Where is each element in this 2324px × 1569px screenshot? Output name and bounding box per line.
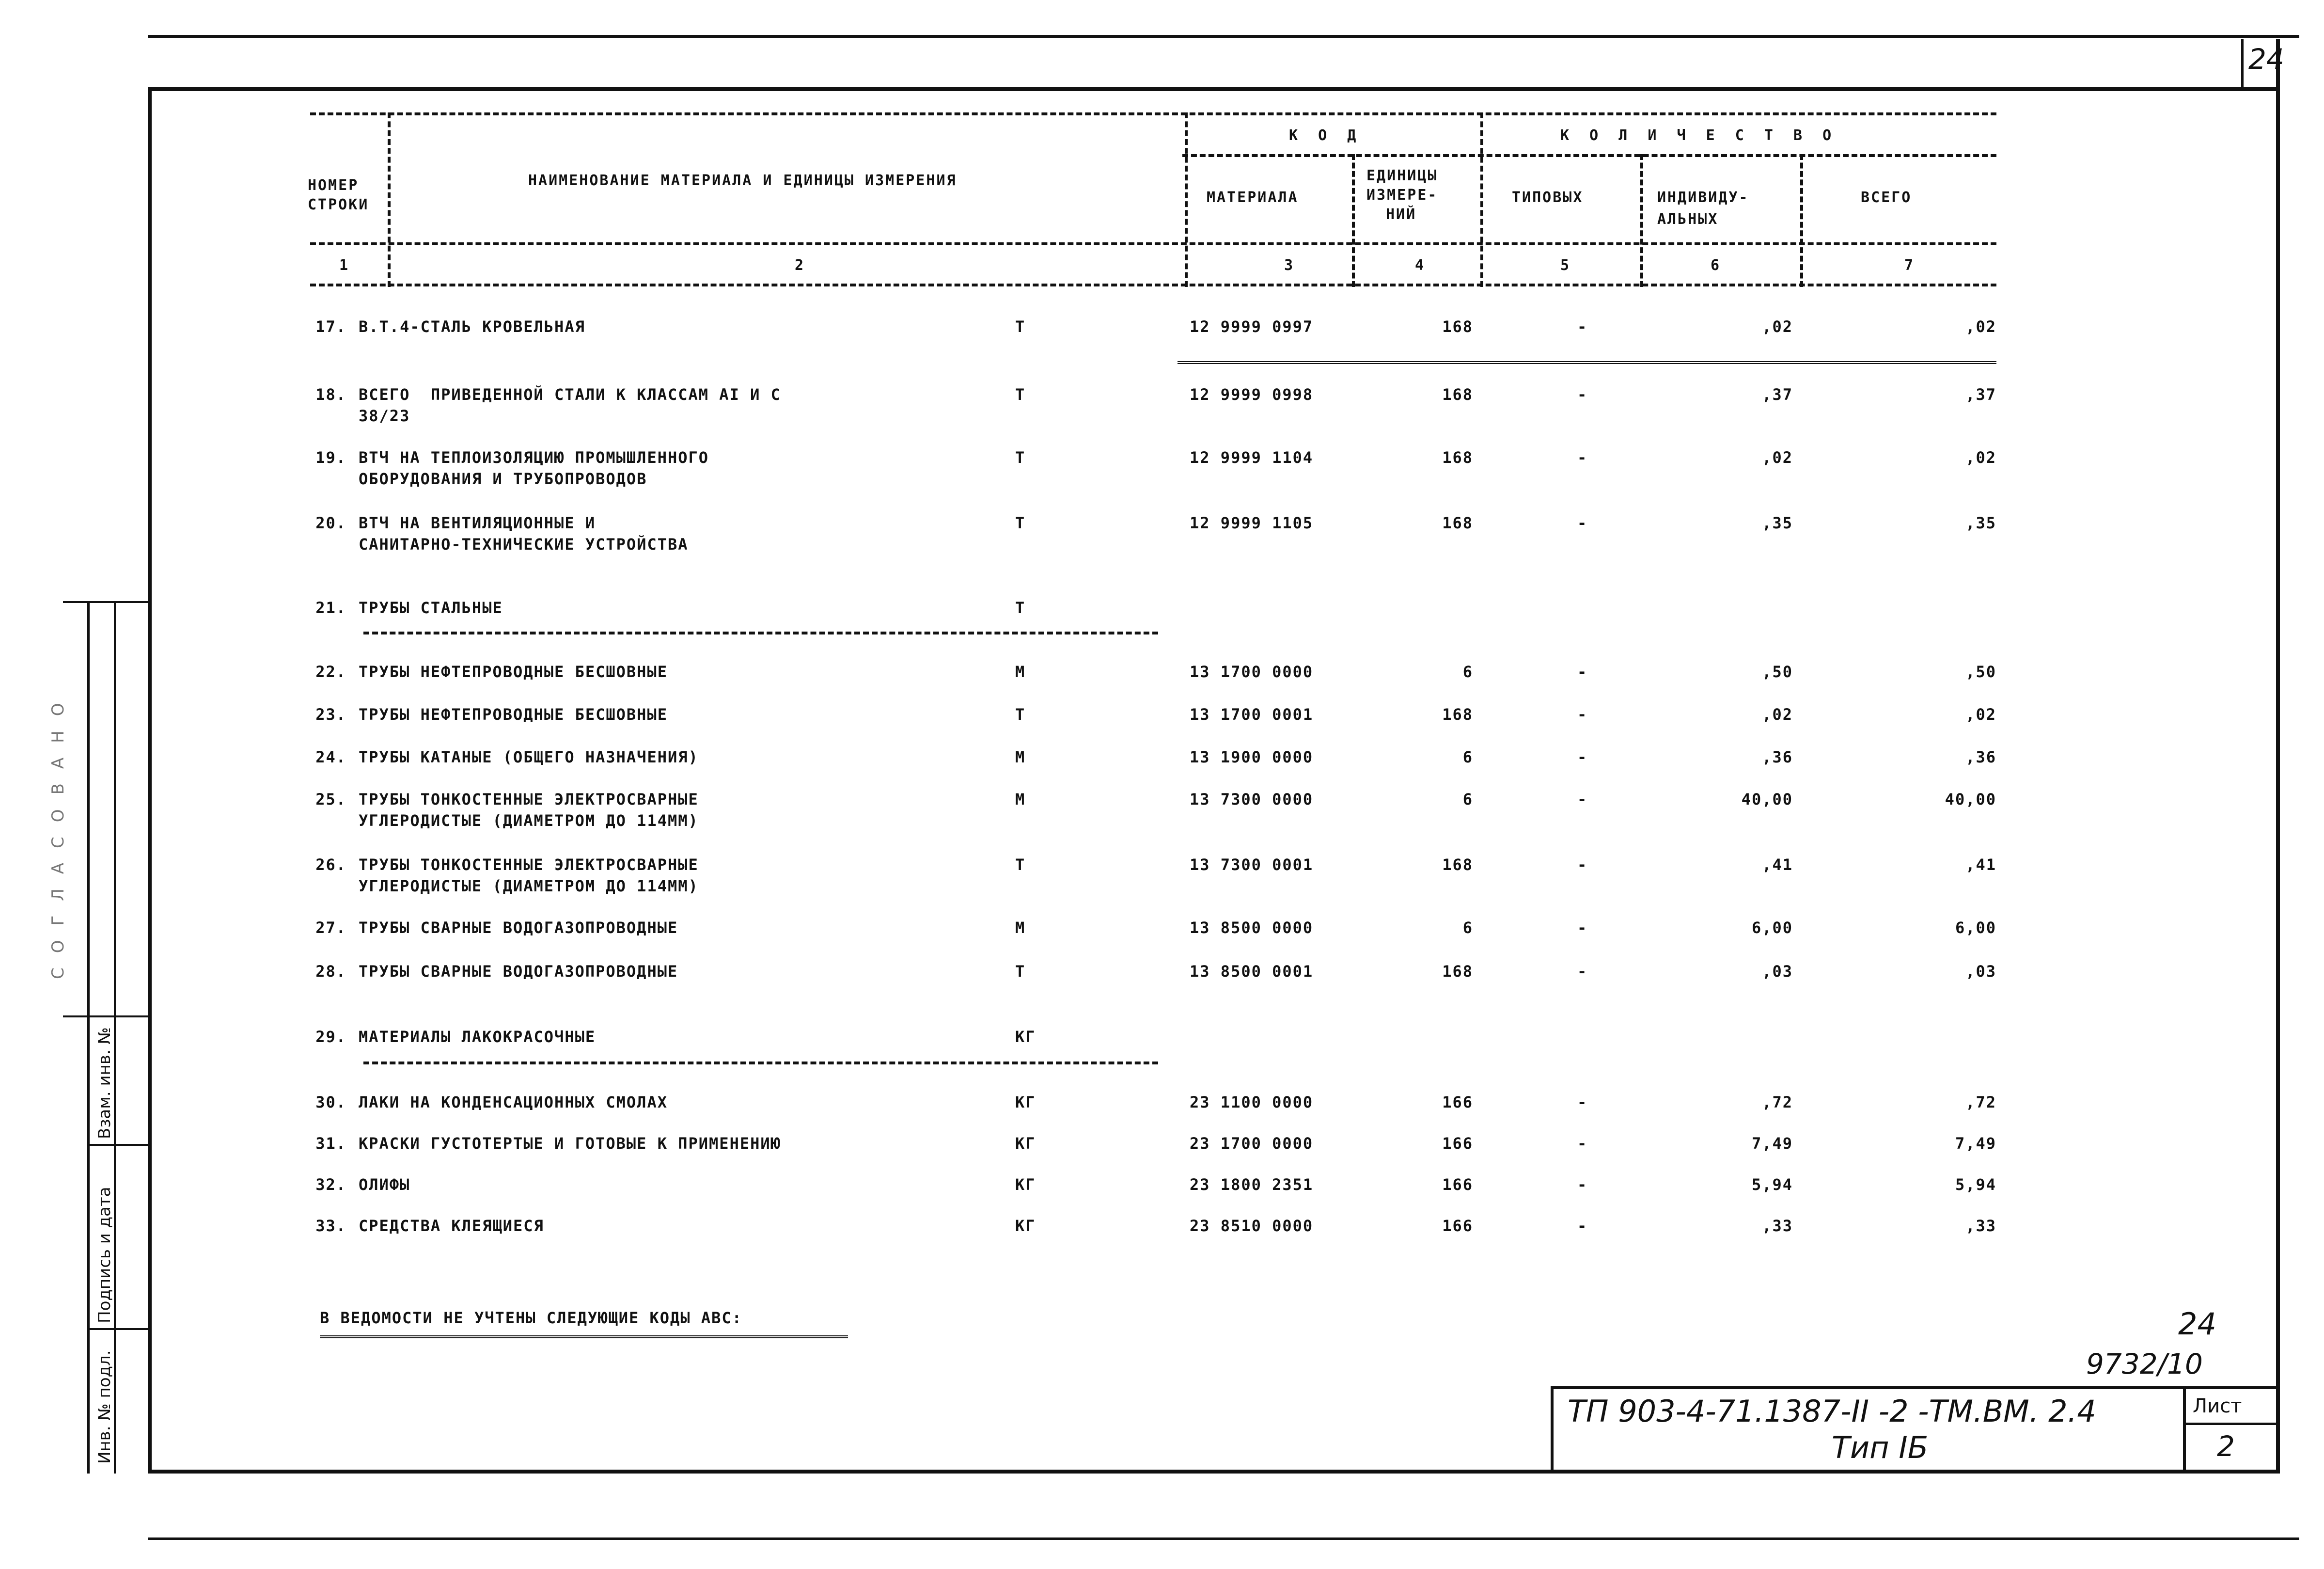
row-name: ВСЕГО ПРИВЕДЕННОЙ СТАЛИ К КЛАССАМ АI И С [359, 385, 781, 404]
row-typical-qty: - [1577, 448, 1588, 467]
row-unit-code: 6 [1462, 919, 1473, 937]
row-material-code: 23 1700 0000 [1190, 1134, 1314, 1153]
row-name: ТРУБЫ ТОНКОСТЕННЫЕ ЭЛЕКТРОСВАРНЫЕ [359, 856, 699, 874]
row-unit: КГ [1015, 1175, 1036, 1194]
row-number: 24. [315, 748, 346, 766]
row-total-qty: ,72 [1965, 1093, 1996, 1111]
row-total-qty: ,41 [1965, 856, 1996, 874]
sheet-label: Лист [2193, 1395, 2242, 1417]
header-code-material: МАТЕРИАЛА [1207, 189, 1299, 206]
row-name: КРАСКИ ГУСТОТЕРТЫЕ И ГОТОВЫЕ К ПРИМЕНЕНИЮ [359, 1134, 781, 1153]
row-total-qty: ,02 [1965, 317, 1996, 336]
row-unit: Т [1015, 514, 1026, 532]
row-material-code: 13 7300 0000 [1190, 790, 1314, 808]
row-name: ВТЧ НА ВЕНТИЛЯЦИОННЫЕ И [359, 514, 596, 532]
colnum-1: 1 [339, 257, 350, 274]
row-unit-code: 166 [1442, 1134, 1473, 1153]
row-unit: КГ [1015, 1134, 1036, 1153]
row-typical-qty: - [1577, 385, 1588, 404]
row-total-qty: 7,49 [1955, 1134, 1996, 1153]
row-typical-qty: - [1577, 919, 1588, 937]
row-unit-code: 6 [1462, 663, 1473, 681]
row-unit-code: 168 [1442, 385, 1473, 404]
row-total-qty: 40,00 [1945, 790, 1996, 808]
row-material-code: 13 1700 0000 [1190, 663, 1314, 681]
row-unit: М [1015, 790, 1026, 808]
row-name: В.Т.4-СТАЛЬ КРОВЕЛЬНАЯ [359, 317, 585, 336]
sheet-value: 2 [2217, 1430, 2235, 1463]
handwritten-code: 9732/10 [2086, 1347, 2203, 1380]
side-stamp-div3 [63, 1015, 150, 1017]
row-unit-code: 6 [1462, 790, 1473, 808]
row-typical-qty: - [1577, 856, 1588, 874]
side-stamp-col3: Взам. инв. № [95, 1027, 114, 1139]
row-individual-qty: ,36 [1762, 748, 1793, 766]
row-unit-code: 168 [1442, 962, 1473, 981]
header-qty-individual-2: АЛЬНЫХ [1657, 211, 1719, 228]
row-total-qty: 5,94 [1955, 1175, 1996, 1194]
colnum-3: 3 [1284, 257, 1295, 274]
row-total-qty: ,37 [1965, 385, 1996, 404]
row-number: 19. [315, 448, 346, 467]
row-individual-qty: ,35 [1762, 514, 1793, 532]
row-typical-qty: - [1577, 705, 1588, 724]
side-stamp-col2: Подпись и дата [95, 1187, 114, 1323]
row-name-continued: УГЛЕРОДИСТЫЕ (ДИАМЕТРОМ ДО 114ММ) [359, 877, 699, 895]
row-name: ЛАКИ НА КОНДЕНСАЦИОННЫХ СМОЛАХ [359, 1093, 668, 1111]
row-typical-qty: - [1577, 1175, 1588, 1194]
row-typical-qty: - [1577, 514, 1588, 532]
header-code-unit-2: ИЗМЕРЕ- [1366, 187, 1438, 204]
row-typical-qty: - [1577, 317, 1588, 336]
colnum-5: 5 [1560, 257, 1571, 274]
row-unit-code: 168 [1442, 317, 1473, 336]
row-unit-code: 168 [1442, 856, 1473, 874]
row-name: ТРУБЫ НЕФТЕПРОВОДНЫЕ БЕСШОВНЫЕ [359, 663, 668, 681]
row-individual-qty: 7,49 [1751, 1134, 1793, 1153]
header-code-unit-3: НИЙ [1386, 206, 1417, 223]
row-number: 33. [315, 1217, 346, 1235]
row-name: СРЕДСТВА КЛЕЯЩИЕСЯ [359, 1217, 544, 1235]
row-number: 18. [315, 385, 346, 404]
vrule-4 [1480, 112, 1483, 287]
row-number: 23. [315, 705, 346, 724]
handwritten-number: 24 [2178, 1306, 2216, 1342]
title-block-sheet-mid [2183, 1423, 2277, 1425]
row-name: ОЛИФЫ [359, 1175, 410, 1194]
frame-top [148, 87, 2280, 91]
row-typical-qty: - [1577, 1217, 1588, 1235]
title-block-left [1551, 1386, 1554, 1474]
row-unit-code: 6 [1462, 748, 1473, 766]
row-total-qty: ,02 [1965, 705, 1996, 724]
row-total-qty: ,02 [1965, 448, 1996, 467]
sheet-number-top: 24 [2248, 43, 2284, 76]
row-material-code: 23 8510 0000 [1190, 1217, 1314, 1235]
header-qty-individual-1: ИНДИВИДУ- [1657, 189, 1749, 206]
colnum-bottom-rule [310, 284, 1996, 286]
row-unit-code: 168 [1442, 448, 1473, 467]
row-name-continued: 38/23 [359, 407, 410, 425]
row-name: МАТЕРИАЛЫ ЛАКОКРАСОЧНЫЕ [359, 1028, 596, 1046]
row-unit: Т [1015, 962, 1026, 981]
header-row-number-1: НОМЕР [308, 177, 359, 194]
row-typical-qty: - [1577, 1134, 1588, 1153]
top-border-line [148, 35, 2299, 38]
colnum-4: 4 [1415, 257, 1426, 274]
footer-note: В ВЕДОМОСТИ НЕ УЧТЕНЫ СЛЕДУЮЩИЕ КОДЫ АВС: [320, 1309, 742, 1327]
side-stamp-top-faint: СОГЛАСОВАНО [48, 688, 68, 979]
row-unit: Т [1015, 385, 1026, 404]
row-unit-code: 168 [1442, 514, 1473, 532]
row-individual-qty: ,02 [1762, 705, 1793, 724]
row-number: 17. [315, 317, 346, 336]
row-typical-qty: - [1577, 962, 1588, 981]
row-material-code: 13 1900 0000 [1190, 748, 1314, 766]
header-top-rule [310, 112, 1996, 115]
row-number: 31. [315, 1134, 346, 1153]
vrule-3 [1352, 154, 1355, 287]
total-separator-rule [1178, 361, 1996, 364]
row-number: 20. [315, 514, 346, 532]
row-material-code: 13 1700 0001 [1190, 705, 1314, 724]
row-total-qty: ,33 [1965, 1217, 1996, 1235]
row-name-continued: САНИТАРНО-ТЕХНИЧЕСКИЕ УСТРОЙСТВА [359, 535, 689, 554]
row-number: 29. [315, 1028, 346, 1046]
row-individual-qty: ,41 [1762, 856, 1793, 874]
row-name: ТРУБЫ НЕФТЕПРОВОДНЫЕ БЕСШОВНЫЕ [359, 705, 668, 724]
row-unit-code: 166 [1442, 1093, 1473, 1111]
side-stamp-top [63, 601, 150, 603]
row-material-code: 12 9999 0997 [1190, 317, 1314, 336]
row-unit: М [1015, 748, 1026, 766]
row-number: 28. [315, 962, 346, 981]
row-individual-qty: ,72 [1762, 1093, 1793, 1111]
row-unit: КГ [1015, 1093, 1036, 1111]
side-stamp-right [148, 601, 151, 1474]
row-typical-qty: - [1577, 790, 1588, 808]
designation-line-2: Тип IБ [1832, 1430, 1929, 1465]
row-unit: КГ [1015, 1028, 1036, 1046]
title-block-top [1551, 1386, 2277, 1389]
vrule-5 [1640, 154, 1643, 287]
frame-bottom [148, 1470, 2280, 1474]
row-number: 32. [315, 1175, 346, 1194]
header-bottom-rule [310, 242, 1996, 245]
row-unit: М [1015, 919, 1026, 937]
colnum-2: 2 [795, 257, 805, 274]
row-number: 22. [315, 663, 346, 681]
row-name: ТРУБЫ СВАРНЫЕ ВОДОГАЗОПРОВОДНЫЕ [359, 919, 678, 937]
row-total-qty: ,36 [1965, 748, 1996, 766]
side-stamp-col1: Инв. № подл. [95, 1350, 114, 1464]
row-total-qty: ,03 [1965, 962, 1996, 981]
colnum-6: 6 [1711, 257, 1721, 274]
row-individual-qty: 5,94 [1751, 1175, 1793, 1194]
header-name: НАИМЕНОВАНИЕ МАТЕРИАЛА И ЕДИНИЦЫ ИЗМЕРЕНИЯ [528, 172, 957, 189]
paints-group-rule [363, 1062, 1158, 1064]
row-unit: КГ [1015, 1217, 1036, 1235]
row-number: 21. [315, 599, 346, 617]
row-individual-qty: ,02 [1762, 317, 1793, 336]
row-unit: Т [1015, 317, 1026, 336]
side-stamp-div2 [87, 1328, 150, 1330]
header-code-unit-1: ЕДИНИЦЫ [1366, 167, 1438, 184]
header-mid-rule [1182, 154, 1996, 157]
sheet-box-left [2241, 39, 2244, 87]
row-number: 27. [315, 919, 346, 937]
row-material-code: 12 9999 1105 [1190, 514, 1314, 532]
row-material-code: 13 8500 0000 [1190, 919, 1314, 937]
row-unit: Т [1015, 599, 1026, 617]
header-qty-total: ВСЕГО [1861, 189, 1912, 206]
row-individual-qty: 40,00 [1741, 790, 1793, 808]
row-name: ТРУБЫ СТАЛЬНЫЕ [359, 599, 503, 617]
row-unit: М [1015, 663, 1026, 681]
row-unit: Т [1015, 705, 1026, 724]
designation-line-1: ТП 903-4-71.1387-II -2 -ТМ.ВМ. 2.4 [1568, 1394, 2096, 1429]
row-material-code: 13 7300 0001 [1190, 856, 1314, 874]
row-material-code: 12 9999 1104 [1190, 448, 1314, 467]
row-material-code: 12 9999 0998 [1190, 385, 1314, 404]
row-number: 25. [315, 790, 346, 808]
row-unit-code: 166 [1442, 1175, 1473, 1194]
row-material-code: 13 8500 0001 [1190, 962, 1314, 981]
vrule-6 [1800, 154, 1803, 287]
row-number: 26. [315, 856, 346, 874]
side-stamp-div1 [87, 1144, 150, 1146]
row-unit: Т [1015, 856, 1026, 874]
row-typical-qty: - [1577, 663, 1588, 681]
vrule-2 [1185, 112, 1188, 287]
row-name-continued: УГЛЕРОДИСТЫЕ (ДИАМЕТРОМ ДО 114ММ) [359, 811, 699, 830]
row-individual-qty: ,02 [1762, 448, 1793, 467]
colnum-7: 7 [1904, 257, 1915, 274]
row-individual-qty: 6,00 [1751, 919, 1793, 937]
row-typical-qty: - [1577, 1093, 1588, 1111]
row-unit-code: 166 [1442, 1217, 1473, 1235]
row-typical-qty: - [1577, 748, 1588, 766]
row-material-code: 23 1100 0000 [1190, 1093, 1314, 1111]
row-individual-qty: ,37 [1762, 385, 1793, 404]
row-total-qty: 6,00 [1955, 919, 1996, 937]
side-stamp-left [87, 601, 90, 1474]
bottom-page-line [148, 1537, 2299, 1540]
row-total-qty: ,35 [1965, 514, 1996, 532]
frame-right [2276, 39, 2280, 1474]
row-name-continued: ОБОРУДОВАНИЯ И ТРУБОПРОВОДОВ [359, 470, 647, 488]
header-row-number-2: СТРОКИ [308, 196, 369, 213]
row-individual-qty: ,33 [1762, 1217, 1793, 1235]
header-qty-group: К О Л И Ч Е С Т В О [1560, 127, 1837, 144]
row-total-qty: ,50 [1965, 663, 1996, 681]
header-code-group: К О Д [1289, 127, 1362, 144]
title-block-sheet-div [2183, 1386, 2186, 1474]
row-name: ТРУБЫ КАТАНЫЕ (ОБЩЕГО НАЗНАЧЕНИЯ) [359, 748, 699, 766]
header-qty-typical: ТИПОВЫХ [1512, 189, 1584, 206]
row-name: ТРУБЫ СВАРНЫЕ ВОДОГАЗОПРОВОДНЫЕ [359, 962, 678, 981]
row-name: ВТЧ НА ТЕПЛОИЗОЛЯЦИЮ ПРОМЫШЛЕННОГО [359, 448, 709, 467]
row-number: 30. [315, 1093, 346, 1111]
row-material-code: 23 1800 2351 [1190, 1175, 1314, 1194]
row-individual-qty: ,50 [1762, 663, 1793, 681]
footer-note-underline [320, 1335, 848, 1338]
pipes-group-rule [363, 632, 1158, 634]
row-unit: Т [1015, 448, 1026, 467]
vrule-1 [388, 112, 391, 287]
row-individual-qty: ,03 [1762, 962, 1793, 981]
row-name: ТРУБЫ ТОНКОСТЕННЫЕ ЭЛЕКТРОСВАРНЫЕ [359, 790, 699, 808]
row-unit-code: 168 [1442, 705, 1473, 724]
